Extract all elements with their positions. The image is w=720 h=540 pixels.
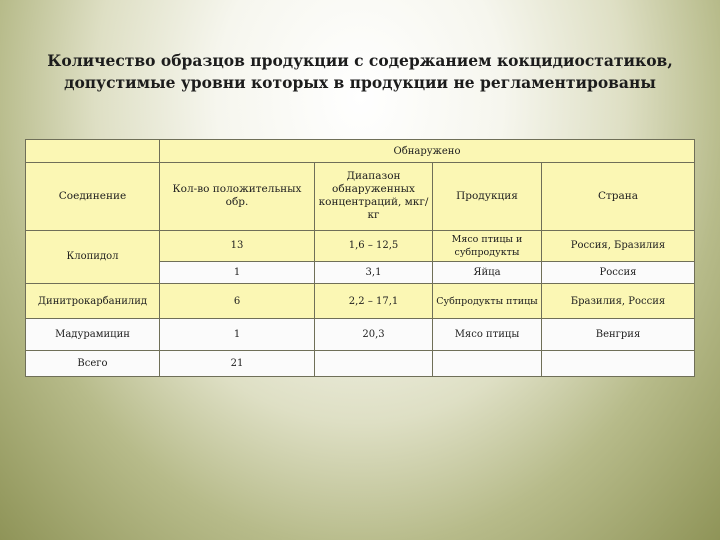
cell-total-label: Всего	[26, 350, 160, 376]
cell-compound: Клопидол	[26, 230, 160, 283]
cell-country: Бразилия, Россия	[542, 284, 695, 319]
table-row	[26, 230, 695, 261]
col-header-positive-count: Кол-во положительных обр.	[160, 163, 315, 231]
slide-title	[20, 50, 700, 94]
cell-range: 3,1	[315, 262, 433, 284]
table-header-row	[26, 163, 695, 231]
cell-country: Венгрия	[542, 319, 695, 350]
table-row	[26, 284, 695, 319]
col-header-product: Продукция	[433, 163, 542, 231]
cell-positive-count: 1	[160, 319, 315, 350]
coccidiostat-table	[25, 139, 695, 377]
cell-total-count: 21	[160, 350, 315, 376]
table-row-total	[26, 350, 695, 376]
col-header-compound: Соединение	[26, 163, 160, 231]
title-line-1: Количество образцов продукции с содержанием кокцидиостатиков,	[47, 51, 673, 70]
cell-positive-count: 6	[160, 284, 315, 319]
cell-positive-count: 13	[160, 230, 315, 261]
cell-range: 20,3	[315, 319, 433, 350]
cell-product: Мясо птицы и субпродукты	[433, 230, 542, 261]
cell-product: Субпродукты птицы	[433, 284, 542, 319]
cell-product	[433, 350, 542, 376]
cell-country	[542, 350, 695, 376]
col-header-country: Страна	[542, 163, 695, 231]
cell-compound: Мадурамицин	[26, 319, 160, 350]
cell-positive-count: 1	[160, 262, 315, 284]
cell-product: Мясо птицы	[433, 319, 542, 350]
cell-range: 1,6 – 12,5	[315, 230, 433, 261]
table-row	[26, 319, 695, 350]
cell-compound: Динитрокарбанилид	[26, 284, 160, 319]
cell-country: Россия, Бразилия	[542, 230, 695, 261]
col-header-range: Диапазон обнаруженных концентраций, мкг/кг	[315, 163, 433, 231]
group-header-detected: Обнаружено	[160, 140, 695, 163]
cell-range: 2,2 – 17,1	[315, 284, 433, 319]
title-line-2: допустимые уровни которых в продукции не регламентированы	[64, 73, 656, 92]
cell-range	[315, 350, 433, 376]
table-group-header-row	[26, 140, 695, 163]
cell-product: Яйца	[433, 262, 542, 284]
cell-country: Россия	[542, 262, 695, 284]
